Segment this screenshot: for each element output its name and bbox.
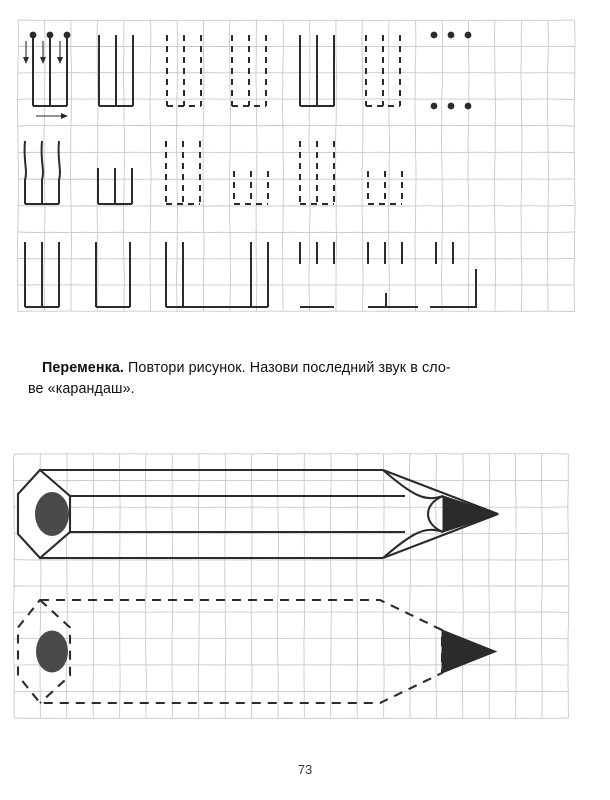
trace-stroke-vertical-solid	[25, 141, 26, 204]
tracing-grid-lines	[17, 20, 575, 312]
start-dot-icon	[448, 32, 455, 39]
grid-line-horizontal	[14, 533, 568, 534]
grid-line-vertical	[13, 454, 14, 718]
end-dot-icon	[448, 103, 455, 110]
start-dot-icon	[30, 32, 37, 39]
down-arrow-head-icon	[23, 57, 29, 64]
grid-line-vertical	[97, 20, 98, 312]
grid-line-horizontal	[18, 99, 575, 100]
pencil-solid-outline	[18, 470, 498, 558]
grid-line-vertical	[229, 20, 230, 312]
tracing-grid-canvas	[6, 8, 604, 338]
grid-line-vertical	[330, 454, 331, 718]
grid-line-vertical	[203, 20, 204, 312]
grid-line-vertical	[362, 20, 363, 312]
grid-line-vertical	[198, 454, 199, 718]
trace-stroke-vertical-solid	[42, 141, 43, 204]
grid-line-vertical	[336, 20, 337, 312]
tracing-practice-grid	[6, 8, 604, 338]
pencil-sharpen-edge-bottom	[383, 514, 498, 558]
down-arrow-head-icon	[57, 57, 63, 64]
grid-line-vertical	[309, 20, 310, 312]
trace-step-corner	[430, 269, 476, 307]
grid-line-vertical	[150, 20, 151, 312]
grid-line-vertical	[44, 20, 45, 312]
right-arrow-head-icon	[61, 113, 68, 119]
grid-line-vertical	[123, 20, 124, 312]
instruction-line-1-rest: Повтори рисунок. Назови последний звук в сло-	[123, 360, 451, 376]
grid-line-vertical	[547, 20, 548, 312]
grid-line-vertical	[415, 20, 416, 312]
grid-line-vertical	[462, 454, 463, 718]
end-dot-icon	[465, 103, 472, 110]
pencil-dashed-body-path	[18, 600, 442, 703]
tracing-row-1	[23, 32, 471, 119]
grid-line-vertical	[574, 20, 575, 312]
grid-line-vertical	[256, 20, 257, 312]
grid-line-vertical	[521, 20, 522, 312]
pencil-grid-lines	[13, 454, 568, 719]
page-number: 73	[297, 762, 313, 777]
pencil-dashed-outline	[18, 600, 496, 703]
start-dot-icon	[64, 32, 71, 39]
grid-line-vertical	[494, 20, 495, 312]
grid-line-horizontal	[18, 232, 575, 233]
grid-line-horizontal	[14, 507, 568, 508]
instruction-lead: Переменка.	[42, 360, 124, 376]
grid-line-vertical	[17, 20, 18, 312]
grid-line-horizontal	[18, 125, 575, 126]
grid-line-horizontal	[14, 638, 568, 639]
instruction-line-1	[28, 358, 584, 379]
pencil-grid-canvas	[8, 448, 606, 748]
start-dot-icon	[47, 32, 54, 39]
tracing-row-3	[25, 242, 476, 307]
grid-line-vertical	[388, 20, 389, 312]
pencil-dashed-eraser-dot	[36, 631, 68, 673]
instruction-line-2: ве «карандаш».	[28, 381, 135, 397]
grid-line-vertical	[176, 20, 177, 312]
trace-stroke-vertical-solid	[59, 141, 60, 204]
end-dot-icon	[431, 103, 438, 110]
start-dot-icon	[465, 32, 472, 39]
pencil-tracing-grid	[8, 448, 606, 748]
pencil-eraser-dot	[35, 492, 69, 536]
tracing-row-2	[25, 141, 402, 204]
pencil-dashed-graphite-tip	[442, 630, 496, 673]
grid-line-horizontal	[18, 206, 575, 207]
grid-line-vertical	[282, 20, 283, 312]
grid-line-vertical	[71, 20, 72, 312]
start-dot-icon	[431, 32, 438, 39]
instruction-text	[28, 358, 584, 400]
grid-line-vertical	[468, 20, 469, 312]
grid-line-vertical	[441, 20, 442, 312]
